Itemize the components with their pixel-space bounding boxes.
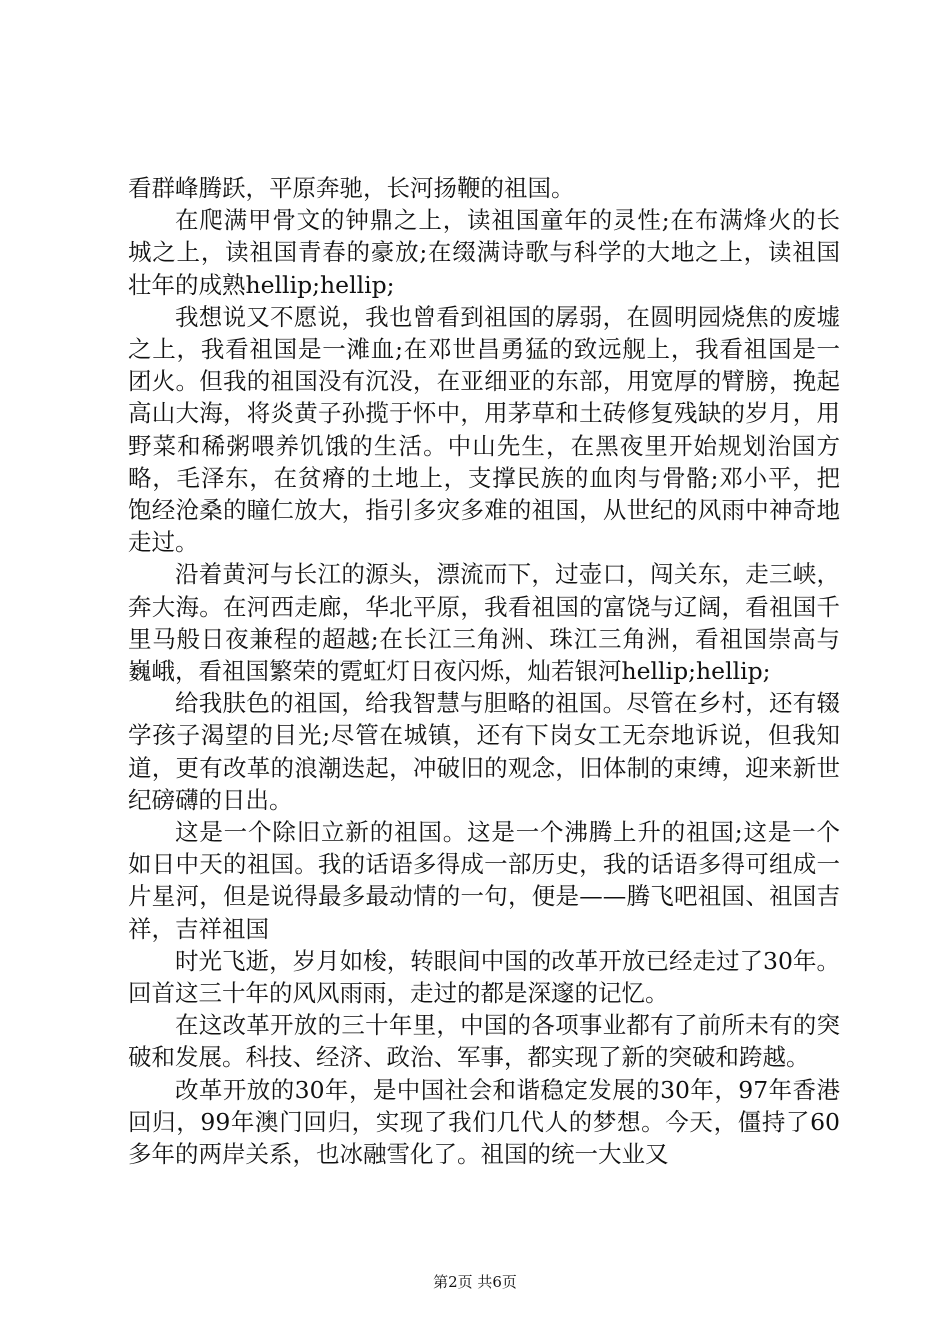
page-number-indicator: 第2页 共6页 xyxy=(433,1273,517,1291)
paragraph-5: 给我肤色的祖国，给我智慧与胆略的祖国。尽管在乡村，还有辍学孩子渴望的目光;尽管在城镇，还有下岗女工无奈地诉说，但我知道，更有改革的浪潮迭起，冲破旧的观念，旧体制的束缚，迎来新世纪磅礴的日出。 xyxy=(128,689,840,814)
page-footer xyxy=(0,1272,950,1292)
paragraph-3: 我想说又不愿说，我也曾看到祖国的孱弱，在圆明园烧焦的废墟之上，我看祖国是一滩血;在邓世昌勇猛的致远舰上，我看祖国是一团火。但我的祖国没有沉没，在亚细亚的东部，用宽厚的臂膀，挽起高山大海，将炎黄子孙揽于怀中，用茅草和土砖修复残缺的岁月，用野菜和稀粥喂养饥饿的生活。中山先生，在黑夜里开始规划治国方略，毛泽东，在贫瘠的土地上，支撑民族的血肉与骨骼;邓小平，把饱经沧桑的瞳仁放大，指引多灾多难的祖国，从世纪的风雨中神奇地走过。 xyxy=(128,302,840,557)
paragraph-6: 这是一个除旧立新的祖国。这是一个沸腾上升的祖国;这是一个如日中天的祖国。我的话语多得成一部历史，我的话语多得可组成一片星河，但是说得最多最动情的一句，便是——腾飞吧祖国、祖国吉祥，吉祥祖国 xyxy=(128,818,840,943)
paragraph-1: 看群峰腾跃，平原奔驰，长河扬鞭的祖国。 xyxy=(128,174,575,202)
paragraph-8: 在这改革开放的三十年里，中国的各项事业都有了前所未有的突破和发展。科技、经济、政治、军事，都实现了新的突破和跨越。 xyxy=(128,1011,840,1072)
paragraph-2: 在爬满甲骨文的钟鼎之上，读祖国童年的灵性;在布满烽火的长城之上，读祖国青春的豪放;在缀满诗歌与科学的大地之上，读祖国壮年的成熟hellip;hellip; xyxy=(128,206,840,299)
paragraph-9: 改革开放的30年，是中国社会和谐稳定发展的30年，97年香港回归，99年澳门回归，实现了我们几代人的梦想。今天，僵持了60多年的两岸关系，也冰融雪化了。祖国的统一大业又 xyxy=(128,1075,840,1169)
paragraph-4: 沿着黄河与长江的源头，漂流而下，过壶口，闯关东，走三峡，奔大海。在河西走廊，华北平原，我看祖国的富饶与辽阔，看祖国千里马般日夜兼程的超越;在长江三角洲、珠江三角洲，看祖国崇高与巍峨，看祖国繁荣的霓虹灯日夜闪烁，灿若银河hellip;hellip; xyxy=(128,560,840,686)
paragraph-7: 时光飞逝，岁月如梭，转眼间中国的改革开放已经走过了30年。回首这三十年的风风雨雨，走过的都是深邃的记忆。 xyxy=(128,946,840,1008)
document-body xyxy=(128,172,840,1170)
